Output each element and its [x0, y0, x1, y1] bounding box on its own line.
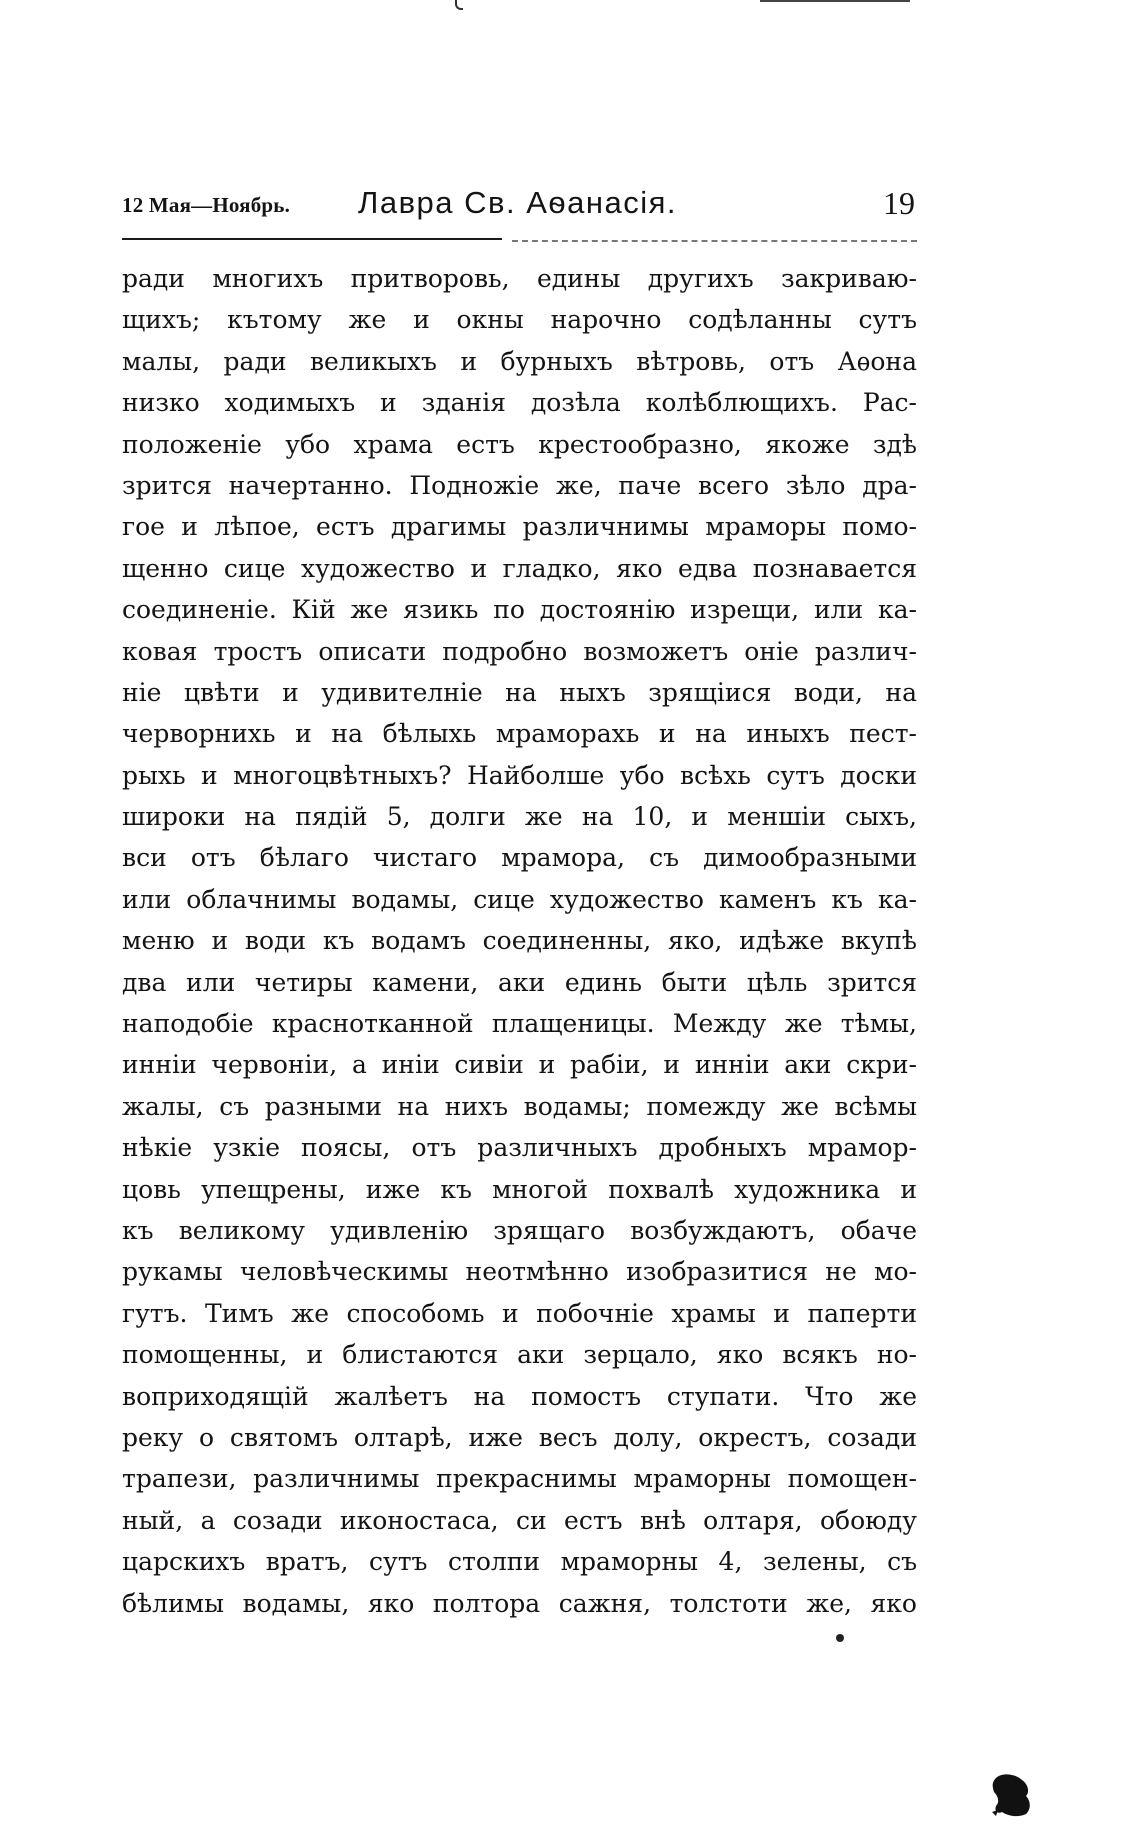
- text-line: гутъ. Тимъ же способомь и побочніе храмы и паперти: [122, 1298, 917, 1328]
- top-edge-mark: [455, 0, 463, 10]
- text-line: меню и води къ водамъ соединенны, яко, идѣже вкупѣ: [122, 926, 917, 956]
- text-line: нѣкіе узкіе поясы, отъ различныхъ дробныхъ мрамор-: [122, 1133, 917, 1163]
- text-line: зрится начертанно. Подножіе же, паче всего зѣло дра-: [122, 470, 917, 500]
- header-rule-dashed: [512, 240, 917, 242]
- text-line: положеніе убо храма естъ крестообразно, якоже здѣ: [122, 429, 917, 459]
- text-line: вси отъ бѣлаго чистаго мрамора, съ димообразными: [122, 843, 917, 873]
- running-head-title: Лавра Св. Аѳанасія.: [358, 185, 678, 220]
- text-line: жалы, съ разными на нихъ водамы; помежду же всѣмы: [122, 1091, 917, 1121]
- text-line: соединеніе. Кій же язикь по достоянію изрещи, или ка-: [122, 595, 917, 625]
- text-line: ковая тростъ описати подробно возможетъ оніе различ-: [122, 636, 917, 666]
- text-line: бѣлимы водамы, яко полтора сажня, толстоти же, яко: [122, 1588, 917, 1618]
- text-line: ради многихъ притворовь, едины другихъ закриваю-: [122, 264, 917, 293]
- text-line: широки на пядій 5, долги же на 10, и меншіи сыхъ,: [122, 802, 917, 832]
- text-line: черворнихь и на бѣлыхь мраморахь и на иныхъ пест-: [122, 719, 917, 749]
- text-line: наподобіе краснотканной плащеницы. Между же тѣмы,: [122, 1009, 917, 1039]
- text-line: гое и лѣпое, естъ драгимы различнимы мраморы помо-: [122, 512, 917, 542]
- text-line: рыхь и многоцвѣтныхъ? Найболше убо всѣхь сутъ доски: [122, 760, 917, 790]
- body-text: [122, 258, 917, 1624]
- text-line: малы, ради великыхъ и бурныхъ вѣтровь, отъ Аѳона: [122, 346, 917, 376]
- text-line: къ великому удивленію зрящаго возбуждаютъ, обаче: [122, 1215, 917, 1245]
- header-rule-solid: [122, 238, 502, 240]
- text-line: цовь упещрены, иже къ многой похвалѣ художника и: [122, 1174, 917, 1204]
- text-line: помощенны, и блистаются аки зерцало, яко всякъ но-: [122, 1340, 917, 1370]
- text-line: инніи червоніи, а иніи сивіи и рабіи, и инніи аки скри-: [122, 1050, 917, 1080]
- text-line: или облачнимы водамы, сице художество каменъ къ ка-: [122, 884, 917, 914]
- text-line: реку о святомъ олтарѣ, иже весъ долу, окрестъ, созади: [122, 1422, 917, 1452]
- text-line: два или четиры камени, аки единь быти цѣль зрится: [122, 967, 917, 997]
- top-edge-rule: [760, 0, 910, 2]
- text-line: воприходящій жалѣетъ на помостъ ступати. Что же: [122, 1381, 917, 1411]
- text-line: царскихъ вратъ, сутъ столпи мраморны 4, зелены, съ: [122, 1547, 917, 1577]
- page-number: 19: [883, 185, 915, 221]
- running-head: [122, 185, 917, 233]
- ink-blot-icon: [992, 1772, 1032, 1818]
- text-line: низко ходимыхъ и зданія дозѣла колѣблющихъ. Рас-: [122, 388, 917, 418]
- text-line: щенно сице художество и гладко, яко едва познавается: [122, 553, 917, 583]
- running-head-date: 12 Мая—Ноябрь.: [122, 193, 291, 217]
- text-line: рукамы человѣческимы неотмѣнно изобразитися не мо-: [122, 1257, 917, 1287]
- text-line: ніе цвѣти и удивителніе на ныхъ зрящіися води, на: [122, 677, 917, 707]
- text-line: ный, а созади иконостаса, си естъ внѣ олтаря, обоюду: [122, 1505, 917, 1535]
- ink-dot: [836, 1634, 844, 1642]
- text-line: трапези, различнимы прекраснимы мраморны помощен-: [122, 1464, 917, 1494]
- text-line: щихъ; кътому же и окны нарочно содѣланны сутъ: [122, 305, 917, 335]
